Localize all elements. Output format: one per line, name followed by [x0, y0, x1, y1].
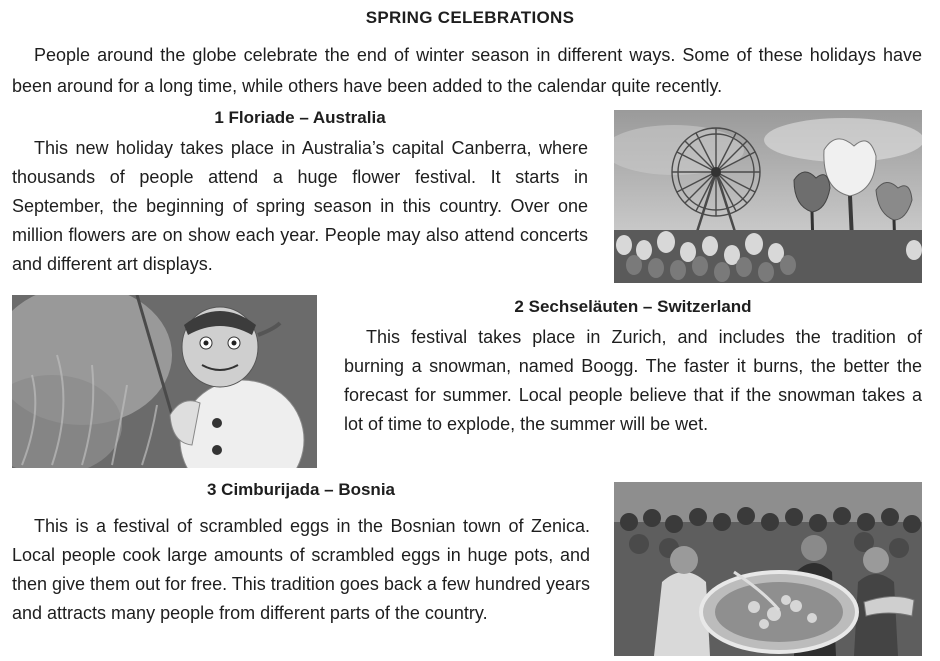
section-2-heading: 2 Sechseläuten – Switzerland: [514, 297, 752, 316]
section-3-body: This is a festival of scrambled eggs in the Bosnian town of Zenica. Local people cook large amounts of scrambled eggs in huge pots, and then give them out for free. This tradition goes back a few hundred years and attracts many people from different parts of the country.: [12, 516, 590, 623]
page-title: SPRING CELEBRATIONS: [365, 8, 575, 27]
section-3-heading: 3 Cimburijada – Bosnia: [207, 480, 395, 499]
boogg-snowman-photo: [12, 295, 317, 468]
section-1-body: This new holiday takes place in Australia’s capital Canberra, where thousands of people attend a huge flower festival. It starts in September, the beginning of spring season in this country. Over one million flowers are on show each year. People may also attend concerts and different art displays.: [12, 138, 588, 274]
intro-paragraph: People around the globe celebrate the end of winter season in different ways. Some of these holidays have been around for a long time, while others have been added to the calendar quite recently.: [12, 45, 922, 96]
cimburijada-photo: [614, 482, 922, 656]
section-1-heading: 1 Floriade – Australia: [214, 108, 386, 127]
floriade-photo: [614, 110, 922, 283]
section-2-body: This festival takes place in Zurich, and includes the tradition of burning a snowman, named Boogg. The faster it burns, the better the forecast for summer. Local people believe that if the snowman takes a lot of time to explode, the summer will be wet.: [344, 327, 922, 434]
